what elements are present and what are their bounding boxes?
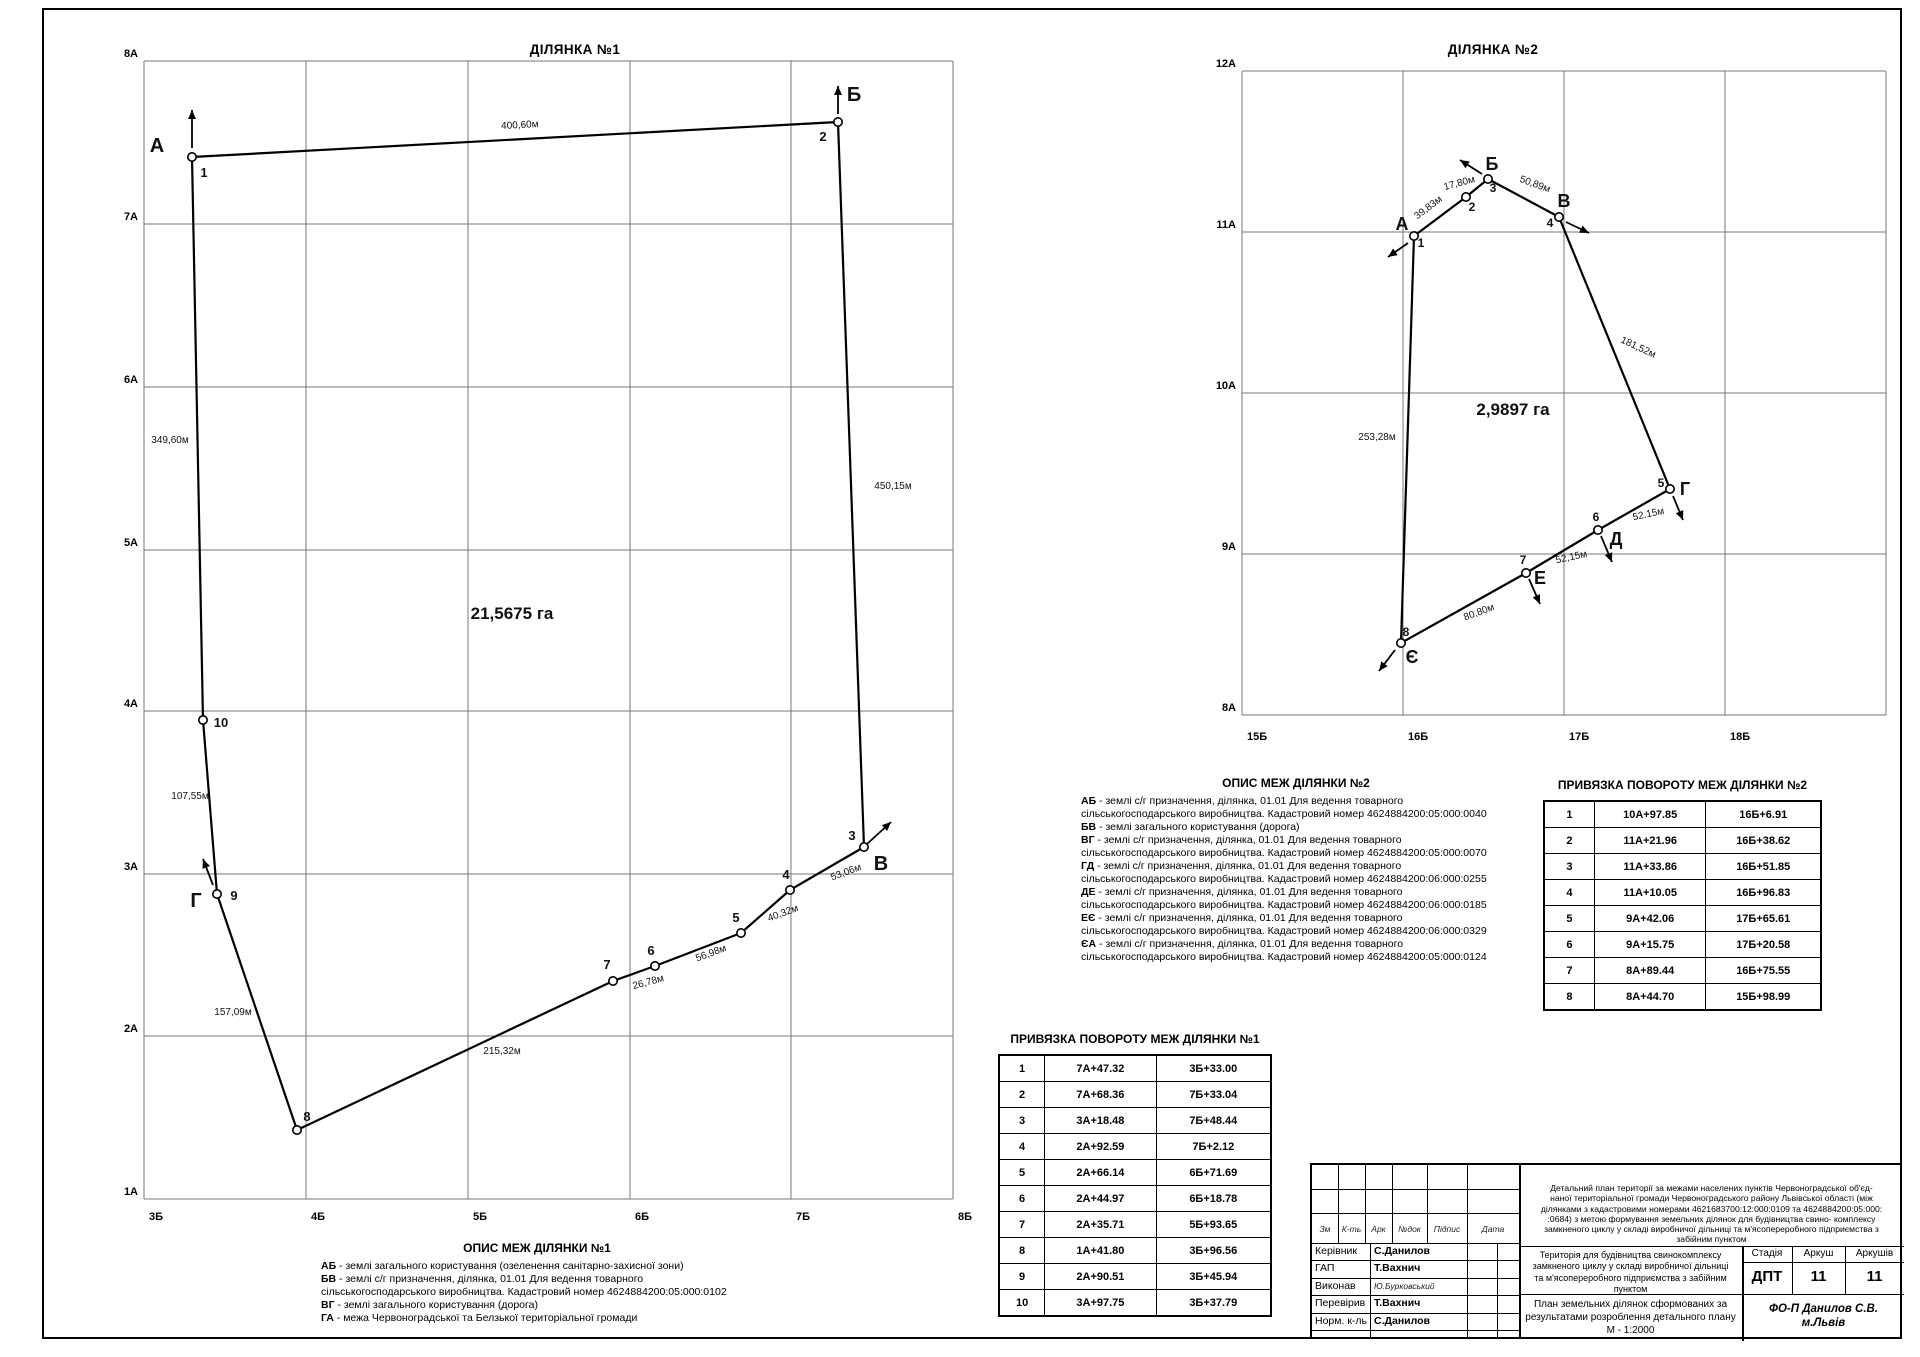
coord-a-cell: 2А+66.14: [1045, 1160, 1156, 1186]
parcel-2-plan: [1180, 40, 1920, 755]
coord-b-cell: 6Б+71.69: [1156, 1160, 1271, 1186]
coord-a-cell: 8А+44.70: [1594, 984, 1706, 1011]
direction-arrow-head: [202, 859, 209, 869]
area-label: Є: [1405, 647, 1419, 667]
stamp-role-label: Перевірив: [1315, 1297, 1366, 1310]
stamp-line: [1312, 1213, 1519, 1214]
parcel-2-title: ДІЛЯНКА №2: [1447, 42, 1539, 57]
stamp-stage-value: 11: [1810, 1268, 1827, 1285]
grid-col-label: 4Б: [311, 1211, 326, 1223]
stamp-project-line: замкненого циклу у складі виробничої дільниці та м'ясопереробного підприємства з: [1544, 1224, 1879, 1235]
point-number-label: 1: [1417, 236, 1425, 250]
grid-row-label: 8А: [123, 48, 138, 60]
survey-point: [737, 929, 745, 937]
point-number-label: 6: [647, 943, 655, 958]
stamp-line: [1467, 1243, 1468, 1337]
point-number-label: 8: [1402, 625, 1410, 639]
table-row: [999, 1082, 1271, 1108]
boundary-description-line: сільськогосподарського виробництва. Кадастровий номер 4624884200:05:000:0102: [321, 1286, 727, 1298]
area-label: В: [1557, 191, 1571, 211]
point-number-label: 2: [1468, 200, 1476, 214]
survey-point: [293, 1126, 301, 1134]
area-label: Б: [1485, 154, 1499, 174]
stamp-object-line: пунктом: [1613, 1283, 1648, 1294]
table-row: [999, 1212, 1271, 1238]
table-row: [1544, 906, 1821, 932]
stamp-person-name: Т.Вахнич: [1374, 1262, 1421, 1275]
point-number-label: 4: [1546, 216, 1554, 230]
coord-a-cell: 2А+35.71: [1045, 1212, 1156, 1238]
stamp-line: [1370, 1243, 1371, 1337]
point-no-cell: 8: [1544, 984, 1594, 1011]
area-label: Г: [1679, 479, 1691, 499]
coord-b-cell: 17Б+20.58: [1706, 932, 1821, 958]
grid-col-label: 17Б: [1569, 731, 1590, 743]
table-row: [999, 1238, 1271, 1264]
table-row: [1544, 854, 1821, 880]
turning-points-table-2: [1543, 778, 1822, 1011]
length-label: 26,78м: [631, 973, 666, 993]
stamp-stage-header: Аркушів: [1855, 1248, 1894, 1259]
direction-arrow-head: [1388, 249, 1398, 257]
description-parcel-2: [1081, 776, 1511, 964]
coord-b-cell: 5Б+93.65: [1156, 1212, 1271, 1238]
coord-b-cell: 3Б+96.56: [1156, 1238, 1271, 1264]
point-no-cell: 7: [1544, 958, 1594, 984]
coord-a-cell: 8А+89.44: [1594, 958, 1706, 984]
stamp-organization: [1743, 1294, 1904, 1349]
coord-b-cell: 17Б+65.61: [1706, 906, 1821, 932]
table-row: [1544, 880, 1821, 906]
area-label: Д: [1609, 529, 1623, 549]
length-label: 39,83м: [1412, 194, 1445, 222]
survey-point: [1594, 526, 1602, 534]
coord-b-cell: 7Б+2.12: [1156, 1134, 1271, 1160]
table-row: [999, 1108, 1271, 1134]
stamp-project-line: забійним пунктом: [1676, 1234, 1747, 1245]
area-label: Е: [1533, 568, 1547, 588]
stamp-role-label: ГАП: [1315, 1262, 1335, 1275]
survey-point: [786, 886, 794, 894]
boundary-description-line: сільськогосподарського виробництва. Кадастровий номер 4624884200:06:000:0329: [1081, 925, 1487, 937]
boundary-description-line: сільськогосподарського виробництва. Кадастровий номер 4624884200:06:000:0185: [1081, 899, 1487, 911]
boundary-description-line: ДЕ - землі с/г призначення, ділянка, 01.01 Для ведення товарного: [1081, 886, 1403, 898]
table-row: [1544, 984, 1821, 1011]
point-no-cell: 8: [999, 1238, 1045, 1264]
length-label: 80,80м: [1462, 602, 1497, 624]
length-label: 400,60м: [500, 119, 539, 132]
stamp-stage-value: 11: [1866, 1268, 1883, 1285]
grid-row-label: 3А: [123, 861, 138, 873]
point-number-label: 2: [819, 129, 827, 144]
length-label: 53,06м: [829, 862, 864, 884]
point-number-label: 3: [1489, 181, 1497, 195]
area-label: В: [873, 853, 889, 875]
grid-col-label: 8Б: [958, 1211, 973, 1223]
stamp-person-name: С.Данилов: [1374, 1314, 1431, 1327]
table-row: [999, 1290, 1271, 1317]
point-number-label: 5: [732, 910, 740, 925]
boundary-description-line: сільськогосподарського виробництва. Кадастровий номер 4624884200:06:000:0255: [1081, 873, 1487, 885]
area-label: А: [149, 135, 165, 157]
point-no-cell: 9: [999, 1264, 1045, 1290]
point-no-cell: 2: [999, 1082, 1045, 1108]
stamp-organization-line: м.Львів: [1801, 1317, 1846, 1329]
parcel-1-title: ДІЛЯНКА №1: [529, 42, 621, 57]
point-number-label: 3: [848, 828, 856, 843]
point-no-cell: 4: [1544, 880, 1594, 906]
length-label: 40,32м: [766, 903, 801, 925]
boundary-description-line: сільськогосподарського виробництва. Кадастровий номер 4624884200:05:000:0124: [1081, 951, 1487, 963]
point-no-cell: 2: [1544, 828, 1594, 854]
coord-b-cell: 3Б+37.79: [1156, 1290, 1271, 1317]
coord-b-cell: 3Б+45.94: [1156, 1264, 1271, 1290]
table-1-title: ПРИВЯЗКА ПОВОРОТУ МЕЖ ДІЛЯНКИ №1: [1010, 1032, 1260, 1046]
coord-b-cell: 16Б+96.83: [1706, 880, 1821, 906]
coord-b-cell: 16Б+38.62: [1706, 828, 1821, 854]
length-label: 50,89м: [1517, 174, 1552, 196]
stamp-stage-header: Стадія: [1751, 1248, 1783, 1259]
stamp-role-label: Виконав: [1315, 1279, 1356, 1292]
area-label: А: [1395, 214, 1409, 234]
boundary-description-line: ВГ - землі загального користування (дорога): [321, 1299, 538, 1311]
length-label: 52,15м: [1554, 548, 1589, 567]
boundary-description-line: сільськогосподарського виробництва. Кадастровий номер 4624884200:05:000:0070: [1081, 847, 1487, 859]
stamp-object-line: замкненого циклу у складі виробничої дільниці: [1532, 1261, 1729, 1272]
grid-row-label: 5А: [123, 537, 138, 549]
boundary-description-line: БВ - землі загального користування (дорога): [1081, 821, 1300, 833]
coord-a-cell: 9А+15.75: [1594, 932, 1706, 958]
grid-row-label: 11А: [1216, 219, 1236, 231]
survey-point: [188, 153, 196, 161]
stamp-header-col: Зм: [1319, 1224, 1331, 1234]
grid-row-label: 12А: [1215, 58, 1236, 70]
point-number-label: 8: [303, 1109, 311, 1124]
grid-col-label: 5Б: [473, 1211, 488, 1223]
description-2-title: ОПИС МЕЖ ДІЛЯНКИ №2: [1222, 776, 1370, 790]
description-1-lines: [321, 1260, 753, 1325]
survey-point: [1666, 485, 1674, 493]
survey-point: [651, 962, 659, 970]
table-row: [999, 1160, 1271, 1186]
grid-col-label: 6Б: [635, 1211, 650, 1223]
coord-a-cell: 11А+10.05: [1594, 880, 1706, 906]
coord-b-cell: 7Б+48.44: [1156, 1108, 1271, 1134]
description-1-title: ОПИС МЕЖ ДІЛЯНКИ №1: [463, 1241, 611, 1255]
stamp-line: [1312, 1330, 1519, 1331]
grid-row-label: 1А: [123, 1186, 138, 1198]
point-number-label: 1: [200, 165, 208, 180]
table-1: [998, 1054, 1272, 1317]
coord-a-cell: 1А+41.80: [1045, 1238, 1156, 1264]
boundary-description-line: БВ - землі с/г призначення, ділянка, 01.01 Для ведення товарного: [321, 1273, 644, 1285]
grid-col-label: 18Б: [1730, 731, 1751, 743]
point-no-cell: 6: [999, 1186, 1045, 1212]
stamp-project-line: наної територіальної громади Червоноградського району Львівської області (між: [1550, 1193, 1873, 1204]
stamp-person-name: Т.Вахнич: [1374, 1297, 1421, 1310]
stamp-project-line: ділянками з кадастровими номерами 4621683700:12:000:0109 та 4624884200:05:000:: [1540, 1203, 1883, 1214]
survey-point: [1555, 213, 1563, 221]
coord-b-cell: 16Б+6.91: [1706, 801, 1821, 828]
length-label: 349,60м: [151, 435, 189, 446]
grid-col-label: 3Б: [149, 1211, 164, 1223]
point-no-cell: 3: [999, 1108, 1045, 1134]
coord-b-cell: 15Б+98.99: [1706, 984, 1821, 1011]
length-label: 181,52м: [1618, 334, 1658, 361]
point-number-label: 10: [213, 715, 229, 730]
survey-point: [1397, 639, 1405, 647]
survey-point: [213, 890, 221, 898]
stamp-header-col: №док: [1398, 1224, 1421, 1234]
point-number-label: 5: [1657, 476, 1665, 490]
survey-point: [199, 716, 207, 724]
stamp-role-label: Керівник: [1315, 1245, 1357, 1257]
length-label: 157,09м: [214, 1007, 252, 1018]
length-label: 107,55м: [171, 791, 209, 802]
coord-a-cell: 10А+97.85: [1594, 801, 1706, 828]
grid-row-label: 6А: [123, 374, 138, 386]
stamp-organization-line: ФО-П Данилов С.В.: [1768, 1303, 1879, 1315]
description-parcel-1: [321, 1241, 753, 1325]
stamp-object-description: [1520, 1248, 1741, 1295]
point-no-cell: 1: [1544, 801, 1594, 828]
length-label: 450,15м: [874, 481, 912, 492]
point-no-cell: 5: [1544, 906, 1594, 932]
survey-point: [609, 977, 617, 985]
stamp-person-name: Ю.Бурковський: [1374, 1280, 1435, 1291]
coord-b-cell: 16Б+51.85: [1706, 854, 1821, 880]
coord-b-cell: 3Б+33.00: [1156, 1055, 1271, 1082]
point-no-cell: 4: [999, 1134, 1045, 1160]
coord-b-cell: 6Б+18.78: [1156, 1186, 1271, 1212]
grid-row-label: 4А: [123, 698, 138, 710]
boundary-description-line: ГД - землі с/г призначення, ділянка, 01.01 Для ведення товарного: [1081, 860, 1402, 872]
stamp-sheet-name-line: М - 1:2000: [1606, 1325, 1655, 1336]
coord-a-cell: 11А+21.96: [1594, 828, 1706, 854]
table-row: [1544, 958, 1821, 984]
area-label: Г: [190, 890, 202, 912]
direction-arrow-head: [1460, 160, 1470, 168]
table-row: [1544, 932, 1821, 958]
point-no-cell: 6: [1544, 932, 1594, 958]
length-label: 215,32м: [483, 1046, 521, 1057]
stamp-header-col: Арк: [1371, 1224, 1386, 1234]
title-block: [1310, 1163, 1902, 1339]
table-row: [999, 1264, 1271, 1290]
coord-b-cell: 16Б+75.55: [1706, 958, 1821, 984]
boundary-description-line: сільськогосподарського виробництва. Кадастровий номер 4624884200:05:000:0040: [1081, 808, 1487, 820]
coord-a-cell: 11А+33.86: [1594, 854, 1706, 880]
stamp-header-col: К-ть: [1341, 1224, 1362, 1234]
length-label: 52.15м: [1631, 505, 1666, 524]
parcel-boundary: [192, 122, 864, 1130]
direction-arrow-head: [1379, 661, 1388, 671]
survey-point: [834, 118, 842, 126]
stamp-object-line: та м'ясопереробного підприємства з забійним: [1534, 1272, 1727, 1283]
description-2-lines: [1081, 795, 1511, 964]
stamp-sheet-name-line: План земельних ділянок сформованих за: [1533, 1299, 1728, 1310]
parcel-1-plan: [100, 40, 980, 1250]
stamp-line: [1497, 1243, 1498, 1337]
area-label: 21,5675 га: [470, 604, 554, 623]
stamp-stage-header: Аркуш: [1803, 1248, 1834, 1259]
stamp-header-col: Дата: [1481, 1224, 1505, 1234]
area-label: 2,9897 га: [1476, 400, 1550, 419]
grid-row-label: 9А: [1221, 541, 1236, 553]
table-row: [999, 1134, 1271, 1160]
length-label: 17,80м: [1442, 174, 1477, 194]
table-row: [1544, 801, 1821, 828]
coord-b-cell: 7Б+33.04: [1156, 1082, 1271, 1108]
grid-row-label: 2А: [123, 1023, 138, 1035]
grid-row-label: 8А: [1221, 702, 1236, 714]
stamp-line: [1312, 1189, 1519, 1190]
table-2: [1543, 800, 1822, 1011]
boundary-description-line: ЕЄ - землі с/г призначення, ділянка, 01.01 Для ведення товарного: [1081, 912, 1403, 924]
point-number-label: 4: [782, 867, 790, 882]
turning-points-table-1: [998, 1032, 1272, 1317]
table-row: [1544, 828, 1821, 854]
point-no-cell: 1: [999, 1055, 1045, 1082]
stamp-header-col: Підпис: [1433, 1224, 1461, 1234]
point-no-cell: 5: [999, 1160, 1045, 1186]
boundary-description-line: ВГ - землі с/г призначення, ділянка, 01.01 Для ведення товарного: [1081, 834, 1402, 846]
direction-arrow-head: [834, 86, 842, 95]
stamp-project-line: Детальний план території за межами населених пунктів Червоноградської об'єд-: [1550, 1183, 1873, 1193]
direction-arrow-head: [188, 110, 196, 119]
coord-a-cell: 7А+47.32: [1045, 1055, 1156, 1082]
coord-a-cell: 2А+90.51: [1045, 1264, 1156, 1290]
boundary-description-line: АБ - землі загального користування (озеленення санітарно-захисної зони): [321, 1260, 684, 1272]
point-number-label: 6: [1592, 510, 1600, 524]
stamp-project-line: :0684) з метою формування земельних ділянок для будівництва свино- комплексу: [1547, 1213, 1876, 1224]
point-number-label: 7: [603, 957, 611, 972]
length-label: 56,98м: [694, 943, 729, 965]
boundary-description-line: ЄА - землі с/г призначення, ділянка, 01.01 Для ведення товарного: [1081, 938, 1404, 950]
table-row: [999, 1186, 1271, 1212]
stamp-sheet-name: [1520, 1296, 1741, 1343]
point-number-label: 9: [230, 888, 238, 903]
table-row: [999, 1055, 1271, 1082]
point-no-cell: 7: [999, 1212, 1045, 1238]
stamp-role-label: Норм. к-ль: [1315, 1314, 1368, 1327]
coord-a-cell: 7А+68.36: [1045, 1082, 1156, 1108]
grid-col-label: 15Б: [1247, 731, 1268, 743]
survey-point: [860, 843, 868, 851]
survey-point: [1522, 569, 1530, 577]
coord-a-cell: 9А+42.06: [1594, 906, 1706, 932]
table-2-title: ПРИВЯЗКА ПОВОРОТУ МЕЖ ДІЛЯНКИ №2: [1557, 778, 1808, 792]
point-number-label: 7: [1519, 553, 1527, 567]
stamp-object-line: Територія для будівництва свинокомплексу: [1539, 1250, 1722, 1260]
point-no-cell: 3: [1544, 854, 1594, 880]
coord-a-cell: 3А+18.48: [1045, 1108, 1156, 1134]
boundary-description-line: АБ - землі с/г призначення, ділянка, 01.01 Для ведення товарного: [1081, 795, 1404, 807]
stamp-sheet-name-line: результатами розроблення детального плану: [1525, 1312, 1736, 1323]
grid-row-label: 10А: [1215, 380, 1236, 392]
length-label: 253,28м: [1358, 432, 1396, 443]
grid-col-label: 16Б: [1408, 731, 1429, 743]
grid-col-label: 7Б: [796, 1211, 811, 1223]
boundary-description-line: ГА - межа Червоноградської та Белзької територіальної громади: [321, 1312, 638, 1324]
stamp-stage-value: ДПТ: [1751, 1268, 1783, 1285]
stamp-person-name: С.Данилов: [1374, 1245, 1431, 1257]
coord-a-cell: 2А+44.97: [1045, 1186, 1156, 1212]
area-label: Б: [846, 84, 862, 106]
point-no-cell: 10: [999, 1290, 1045, 1317]
coord-a-cell: 2А+92.59: [1045, 1134, 1156, 1160]
grid-row-label: 7А: [123, 211, 138, 223]
coord-a-cell: 3А+97.75: [1045, 1290, 1156, 1317]
